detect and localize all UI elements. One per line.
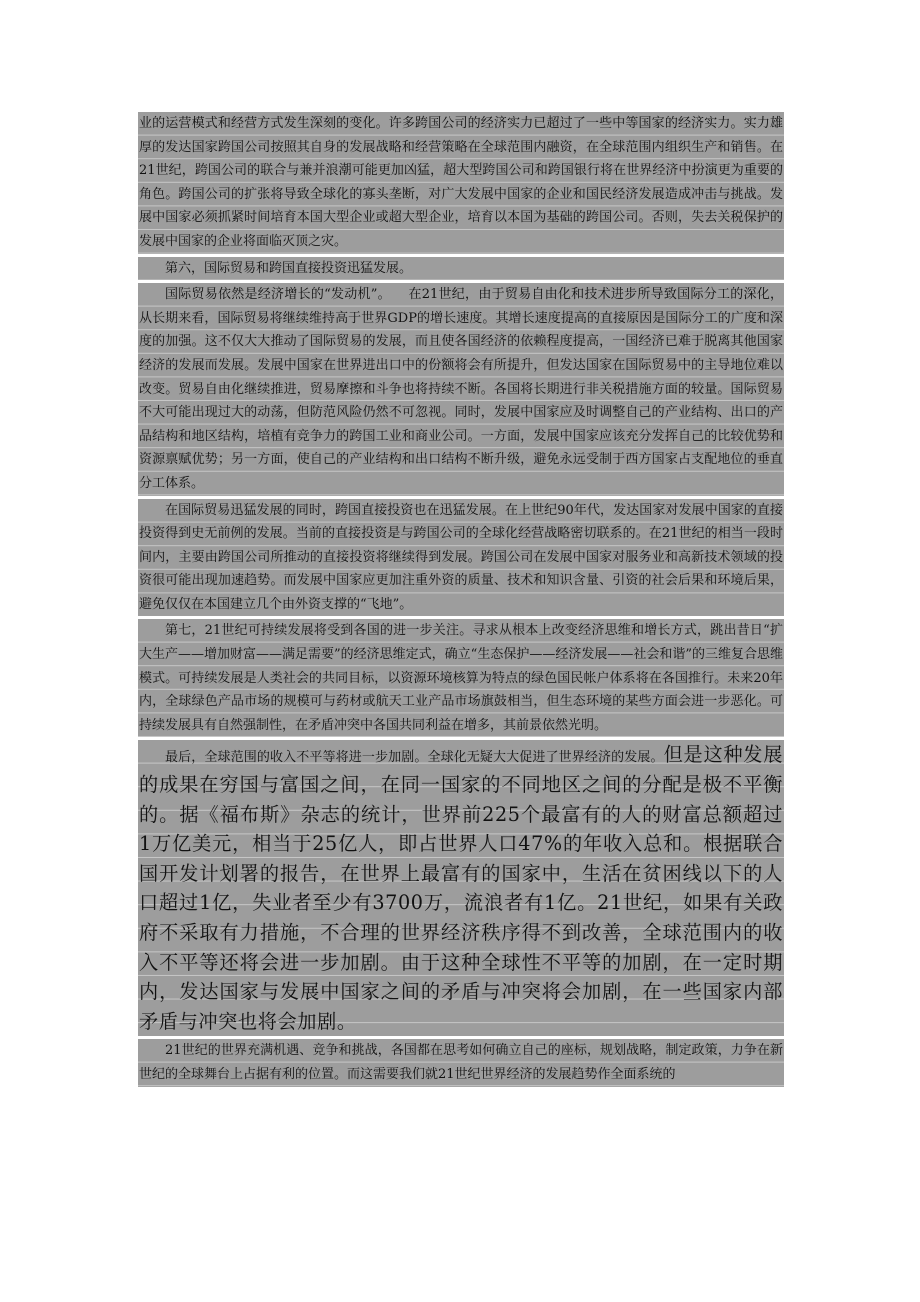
inequality-large-text: 但是这种发展的成果在穷国与富国之间，在同一国家的不同地区之间的分配是极不平衡的。据《福布斯》杂志的统计，世界前225个最富有的人的财富总额超过1万亿美元，相当于25亿人，即占世界人口47%的年收入总和。根据联合国开发计划署的报告，在世界上最富有的国家中，生活在贫困线以下的人口超过1亿，失业者至少有3700万，流浪者有1亿。21世纪，如果有关政府不采取有力措施，不合理的世界经济秩序得不到改善，全球范围内的收入不平等还将会进一步加剧。由于这种全球性不平等的加剧，在一定时期内，发达国家与发展中国家之间的矛盾与冲突将会加剧，在一些国家内部矛盾与冲突也将会加剧。 [139,743,783,1033]
paragraph-direct-investment: 在国际贸易迅猛发展的同时，跨国直接投资也在迅猛发展。在上世纪90年代，发达国家对发展中国家的直接投资得到史无前例的发展。当前的直接投资是与跨国公司的全球化经营战略密切联系的。在21世纪的相当一段时间内，主要由跨国公司所推动的直接投资将继续得到发展。跨国公司在发展中国家对服务业和高新技术领域的投资很可能出现加速趋势。而发展中国家应更加注重外资的质量、技术和知识含量、引资的社会后果和环境后果，避免仅仅在本国建立几个由外资支撑的“飞地”。 [138,499,784,617]
paragraph-sustainable-development: 第七，21世纪可持续发展将受到各国的进一步关注。寻求从根本上改变经济思维和增长方式，跳出昔日“扩大生产——增加财富——满足需要”的经济思维定式，确立“生态保护——经济发展——社会和谐”的三维复合思维模式。可持续发展是人类社会的共同目标，以资源环境核算为特点的绿色国民帐户体系将在各国推行。未来20年内，全球绿色产品市场的规模可与药材或航天工业产品市场旗鼓相当，但生态环境的某些方面会进一步恶化。可持续发展具有自然强制性，在矛盾冲突中各国共同利益在增多，其前景依然光明。 [138,619,784,737]
document-page [138,112,784,1087]
paragraph-multinationals: 业的运营模式和经营方式发生深刻的变化。许多跨国公司的经济实力已超过了一些中等国家的经济实力。实力雄厚的发达国家跨国公司按照其自身的发展战略和经营策略在全球范围内融资，在全球范围内组织生产和销售。在21世纪，跨国公司的联合与兼并浪潮可能更加凶猛，超大型跨国公司和跨国银行将在世界经济中扮演更为重要的角色。跨国公司的扩张将导致全球化的寡头垄断，对广大发展中国家的企业和国民经济发展造成冲击与挑战。发展中国家必须抓紧时间培育本国大型企业或超大型企业，培育以本国为基础的跨国公司。否则，失去关税保护的发展中国家的企业将面临灭顶之灾。 [138,112,784,254]
paragraph-international-trade: 国际贸易依然是经济增长的“发动机”。 在21世纪，由于贸易自由化和技术进步所导致国际分工的深化，从长期来看，国际贸易将继续维持高于世界GDP的增长速度。其增长速度提高的直接原因是国际分工的广度和深度的加强。这不仅大大推动了国际贸易的发展，而且使各国经济的依赖程度提高，一国经济已难于脱离其他国家经济的发展而发展。发展中国家在世界进出口中的份额将会有所提升，但发达国家在国际贸易中的主导地位难以改变。贸易自由化继续推进，贸易摩擦和斗争也将持续不断。各国将长期进行非关税措施方面的较量。国际贸易不大可能出现过大的动荡，但防范风险仍然不可忽视。同时，发展中国家应及时调整自己的产业结构、出口的产品结构和地区结构，培植有竞争力的跨国工业和商业公司。一方面，发展中国家应该充分发挥自己的比较优势和资源禀赋优势；另一方面，使自己的产业结构和出口结构不断升级，避免永远受制于西方国家占支配地位的垂直分工体系。 [138,283,784,495]
inequality-intro-text: 最后，全球范围的收入不平等将进一步加剧。全球化无疑大大促进了世界经济的发展。 [165,750,664,766]
paragraph-conclusion: 21世纪的世界充满机遇、竞争和挑战，各国都在思考如何确立自己的座标，规划战略，制定政策，力争在新世纪的全球舞台上占据有利的位置。而这需要我们就21世纪世界经济的发展趋势作全面系统的 [138,1039,784,1086]
paragraph-income-inequality [138,740,784,1036]
heading-point-six: 第六，国际贸易和跨国直接投资迅猛发展。 [138,257,784,281]
